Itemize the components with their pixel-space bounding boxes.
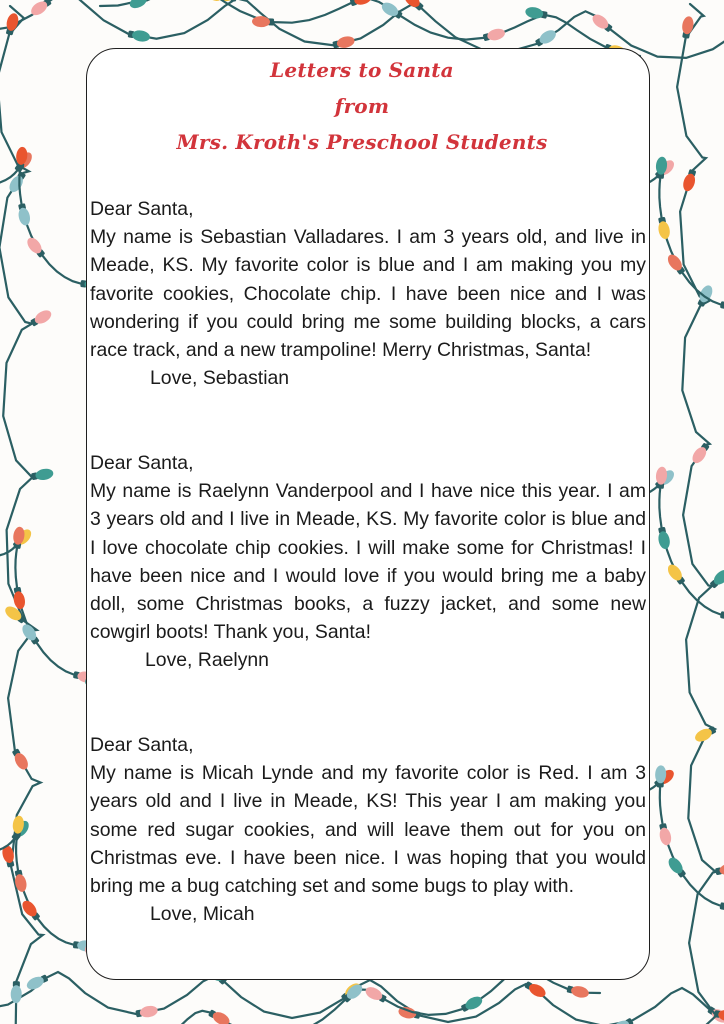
light-bulb-icon (199, 0, 223, 4)
letter-body: My name is Sebastian Valladares. I am 3 years old, and live in Meade, KS. My favorite color is blue and I am making you my favorite cookies, Chocolate chip. I have been nice and I was wondering if you could bring me some building blocks, a cars race track, and a new trampoline! Merry Christmas, Santa! (90, 226, 646, 362)
light-bulb-icon (31, 467, 55, 482)
light-bulb-icon (657, 823, 673, 847)
light-bulb-icon (12, 586, 27, 610)
letter-signoff: Love, Micah (150, 903, 255, 926)
letter-signoff: Love, Raelynn (145, 649, 269, 672)
light-bulb-icon (402, 0, 426, 13)
letter-sebastian (90, 195, 646, 392)
light-bulb-icon (460, 994, 485, 1014)
light-bulb-icon (566, 983, 590, 999)
letter-greeting: Dear Santa, (90, 198, 194, 220)
light-bulb-icon (719, 900, 724, 915)
title-line-2: from (334, 94, 390, 118)
light-bulb-icon (681, 168, 698, 192)
letter-greeting: Dear Santa, (90, 734, 194, 756)
light-bulb-icon (207, 1008, 232, 1024)
light-bulb-icon (363, 984, 388, 1004)
light-bulb-icon (693, 724, 718, 744)
light-bulb-icon (29, 308, 54, 329)
light-bulb-icon (665, 562, 687, 586)
light-bulb-icon (25, 972, 50, 992)
light-bulb-icon (680, 15, 695, 39)
light-bulb-icon (482, 27, 506, 43)
light-bulb-icon (127, 28, 151, 43)
light-bulb-icon (11, 526, 25, 549)
light-bulb-icon (349, 0, 373, 8)
letter-body: My name is Micah Lynde and my favorite color is Red. I am 3 years old and I live in Meade, KS! This year I am making you some red sugar cookies, and will leave them out for you on Christmas eve. I have been nice. I was hoping that you would bring me a bug catching set and some bugs to play with. (90, 762, 646, 898)
light-bulb-icon (252, 16, 274, 28)
letter-raelynn (90, 449, 646, 675)
light-bulb-icon (720, 609, 724, 624)
light-bulb-icon (10, 747, 31, 772)
letter-body: My name is Raelynn Vanderpool and I have nice this year. I am 3 years old and I live in Meade, KS. My favorite color is blue and I love chocolate chip cookies. I will make some for Christmas! I have been nice and I would love if you would bring me a baby doll, some Christmas books, a fuzzy jacket, and some new cowgirl boots! Thank you, Santa! (90, 480, 646, 644)
letter-micah (90, 731, 646, 928)
letter-greeting: Dear Santa, (90, 452, 194, 474)
light-bulb-icon (135, 1004, 159, 1019)
light-bulb-icon (11, 981, 22, 1003)
light-bulb-icon (720, 299, 724, 314)
light-bulb-icon (16, 203, 31, 227)
letter-signoff: Love, Sebastian (150, 367, 290, 390)
light-bulb-icon (534, 27, 558, 48)
light-bulb-icon (715, 862, 724, 877)
light-bulb-icon (656, 526, 671, 550)
light-bulb-icon (610, 1016, 635, 1024)
title-line-1: Letters to Santa (270, 58, 454, 82)
light-bulb-icon (656, 216, 671, 240)
light-bulb-icon (128, 0, 153, 11)
title-line-3: Mrs. Kroth's Preschool Students (176, 130, 548, 154)
